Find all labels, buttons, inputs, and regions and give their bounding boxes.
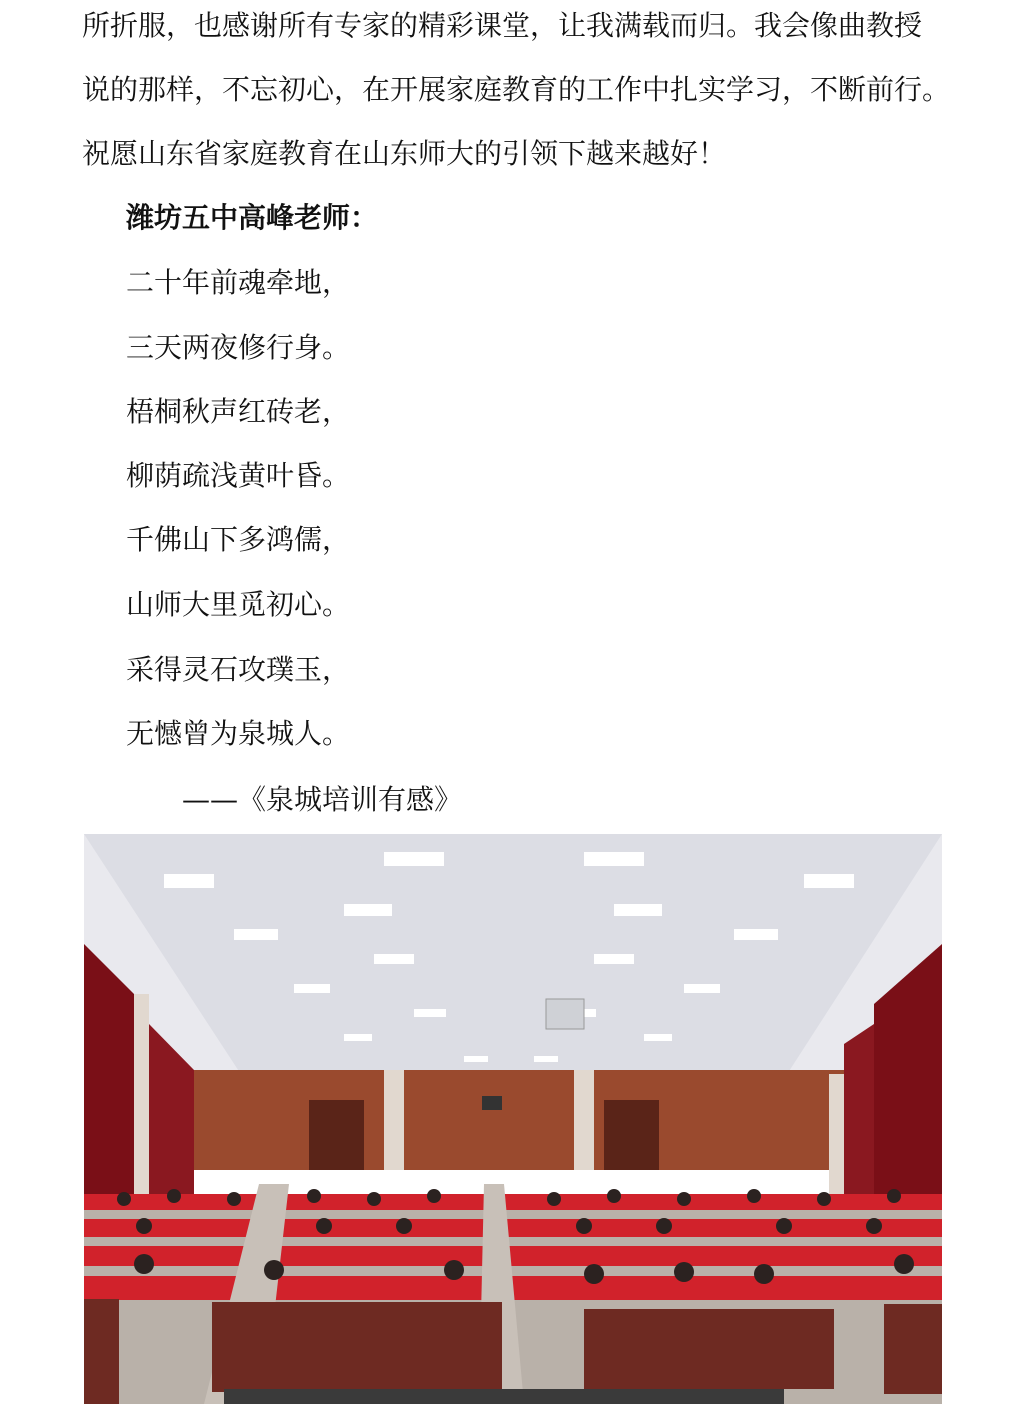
paragraph-line: 说的那样，不忘初心，在开展家庭教育的工作中扎实学习，不断前行。 <box>82 73 951 106</box>
poem-title: ——《泉城培训有感》 <box>182 783 463 816</box>
poem-line: 采得灵石攻璞玉， <box>126 653 351 686</box>
paragraph-line: 祝愿山东省家庭教育在山东师大的引领下越来越好！ <box>82 137 727 170</box>
poem-line: 山师大里觅初心。 <box>126 588 351 621</box>
poem-line: 梧桐秋声红砖老， <box>126 395 351 428</box>
paragraph-line: 所折服，也感谢所有专家的精彩课堂，让我满载而归。我会像曲教授 <box>82 9 923 42</box>
section-heading: 潍坊五中高峰老师： <box>126 201 379 234</box>
poem-line: 千佛山下多鸿儒， <box>126 523 351 556</box>
lecture-hall-photo <box>84 834 942 1404</box>
poem-line: 二十年前魂牵地， <box>126 266 351 299</box>
poem-line: 无憾曾为泉城人。 <box>126 717 351 750</box>
poem-line: 三天两夜修行身。 <box>126 331 351 364</box>
poem-line: 柳荫疏浅黄叶昏。 <box>126 459 351 492</box>
